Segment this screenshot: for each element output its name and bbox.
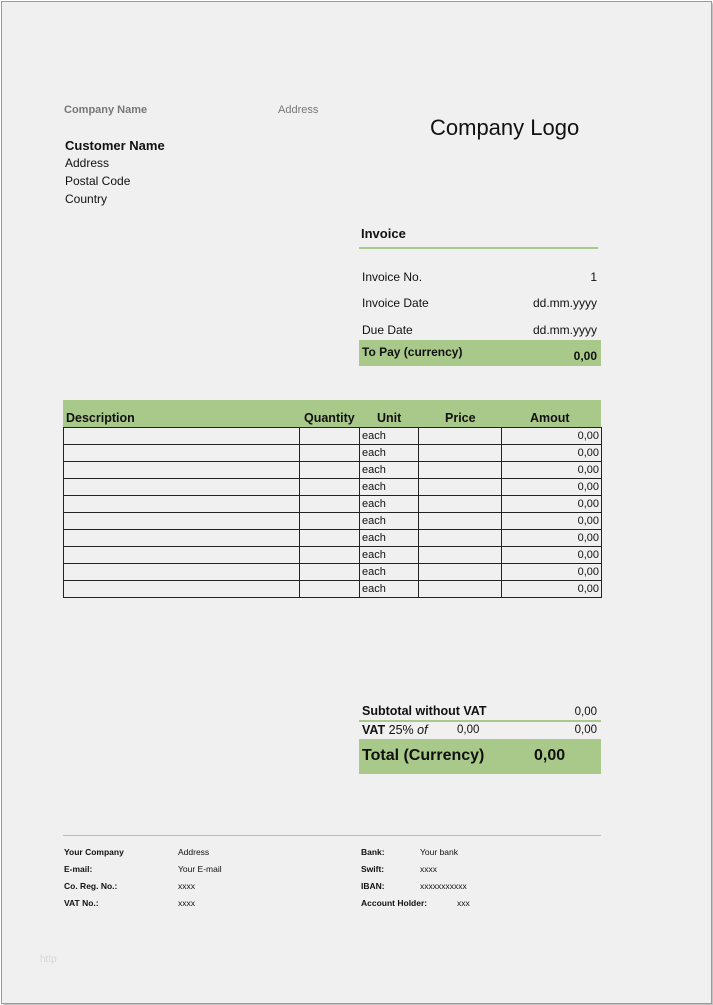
invoice-heading: Invoice — [361, 226, 406, 241]
vat-line — [362, 723, 428, 737]
cell-description[interactable] — [64, 513, 300, 530]
cell-quantity[interactable] — [300, 530, 360, 547]
footer-rule — [63, 835, 601, 836]
cell-price[interactable] — [419, 496, 502, 513]
items-table — [63, 427, 602, 598]
footer-bank-label: Bank: — [361, 847, 385, 857]
invoice-date-value: dd.mm.yyyy — [532, 296, 597, 310]
customer-postal-code: Postal Code — [65, 174, 131, 188]
cell-amount[interactable]: 0,00 — [502, 547, 602, 564]
footer-swift-value: xxxx — [420, 864, 437, 874]
cell-quantity[interactable] — [300, 479, 360, 496]
cell-unit[interactable]: each — [360, 581, 419, 598]
col-header-amount: Amout — [530, 411, 570, 425]
subtotal-rule — [359, 720, 601, 722]
cell-amount[interactable]: 0,00 — [502, 513, 602, 530]
footer-iban-label: IBAN: — [361, 881, 385, 891]
footer-holder-label: Account Holder: — [361, 898, 428, 908]
table-row — [64, 564, 602, 581]
cell-price[interactable] — [419, 547, 502, 564]
cell-unit[interactable]: each — [360, 428, 419, 445]
cell-unit[interactable]: each — [360, 445, 419, 462]
col-header-price: Price — [445, 411, 476, 425]
cell-unit[interactable]: each — [360, 513, 419, 530]
cell-amount[interactable]: 0,00 — [502, 530, 602, 547]
vat-of: of — [417, 723, 428, 737]
col-header-description: Description — [66, 411, 135, 425]
company-address: Address — [278, 104, 319, 116]
vat-rate: 25% — [388, 723, 414, 737]
subtotal-value: 0,00 — [574, 706, 597, 718]
to-pay-value: 0,00 — [573, 349, 597, 363]
invoice-page — [1, 1, 712, 1004]
customer-country: Country — [65, 192, 108, 206]
due-date-label: Due Date — [362, 323, 413, 337]
cell-quantity[interactable] — [300, 445, 360, 462]
cell-price[interactable] — [419, 445, 502, 462]
footer-holder-value: xxx — [457, 898, 470, 908]
cell-description[interactable] — [64, 564, 300, 581]
col-header-quantity: Quantity — [304, 411, 355, 425]
cell-price[interactable] — [419, 479, 502, 496]
cell-quantity[interactable] — [300, 547, 360, 564]
footer-company-label: Your Company — [64, 847, 124, 857]
vat-value: 0,00 — [574, 724, 597, 736]
cell-description[interactable] — [64, 479, 300, 496]
cell-quantity[interactable] — [300, 581, 360, 598]
cell-price[interactable] — [419, 462, 502, 479]
footer-vat-label: VAT No.: — [64, 898, 99, 908]
table-row — [64, 547, 602, 564]
table-row — [64, 479, 602, 496]
total-value: 0,00 — [534, 747, 566, 764]
cell-amount[interactable]: 0,00 — [502, 581, 602, 598]
footer-bank-value: Your bank — [420, 847, 458, 857]
cell-quantity[interactable] — [300, 513, 360, 530]
due-date-value: dd.mm.yyyy — [532, 323, 597, 337]
cell-amount[interactable]: 0,00 — [502, 479, 602, 496]
cell-unit[interactable]: each — [360, 496, 419, 513]
table-row — [64, 428, 602, 445]
vat-label: VAT — [362, 723, 386, 737]
customer-address: Address — [65, 156, 110, 170]
watermark-text: http — [40, 954, 57, 965]
cell-description[interactable] — [64, 530, 300, 547]
footer-company-value: Address — [178, 847, 210, 857]
table-row — [64, 462, 602, 479]
invoice-number-value: 1 — [590, 270, 597, 284]
table-row — [64, 530, 602, 547]
cell-description[interactable] — [64, 496, 300, 513]
cell-description[interactable] — [64, 581, 300, 598]
table-row — [64, 581, 602, 598]
table-row — [64, 513, 602, 530]
cell-amount[interactable]: 0,00 — [502, 445, 602, 462]
footer-reg-label: Co. Reg. No.: — [64, 881, 118, 891]
company-logo: Company Logo — [430, 115, 580, 140]
col-header-unit: Unit — [377, 411, 402, 425]
invoice-heading-rule — [359, 247, 598, 249]
cell-price[interactable] — [419, 564, 502, 581]
footer-email-label: E-mail: — [64, 864, 93, 874]
footer-reg-value: xxxx — [178, 881, 195, 891]
subtotal-label: Subtotal without VAT — [362, 704, 487, 718]
cell-quantity[interactable] — [300, 462, 360, 479]
cell-unit[interactable]: each — [360, 547, 419, 564]
total-label: Total (Currency) — [362, 747, 485, 764]
cell-unit[interactable]: each — [360, 564, 419, 581]
cell-unit[interactable]: each — [360, 479, 419, 496]
footer-iban-value: xxxxxxxxxxx — [420, 881, 467, 891]
cell-description[interactable] — [64, 547, 300, 564]
cell-quantity[interactable] — [300, 564, 360, 581]
cell-price[interactable] — [419, 581, 502, 598]
cell-unit[interactable]: each — [360, 530, 419, 547]
cell-unit[interactable]: each — [360, 462, 419, 479]
cell-amount[interactable]: 0,00 — [502, 428, 602, 445]
cell-price[interactable] — [419, 428, 502, 445]
cell-description[interactable] — [64, 445, 300, 462]
footer-vat-value: xxxx — [178, 898, 195, 908]
cell-quantity[interactable] — [300, 428, 360, 445]
cell-description[interactable] — [64, 428, 300, 445]
cell-quantity[interactable] — [300, 496, 360, 513]
cell-amount[interactable]: 0,00 — [502, 496, 602, 513]
to-pay-label: To Pay (currency) — [362, 345, 463, 359]
cell-amount[interactable]: 0,00 — [502, 462, 602, 479]
invoice-number-label: Invoice No. — [362, 270, 423, 284]
company-name: Company Name — [64, 104, 148, 116]
table-row — [64, 445, 602, 462]
cell-description[interactable] — [64, 462, 300, 479]
cell-price[interactable] — [419, 530, 502, 547]
invoice-date-label: Invoice Date — [362, 296, 429, 310]
cell-price[interactable] — [419, 513, 502, 530]
vat-base: 0,00 — [457, 724, 480, 736]
cell-amount[interactable]: 0,00 — [502, 564, 602, 581]
customer-name: Customer Name — [65, 138, 165, 153]
footer-swift-label: Swift: — [361, 864, 385, 874]
table-row — [64, 496, 602, 513]
footer-email-value: Your E-mail — [178, 864, 222, 874]
